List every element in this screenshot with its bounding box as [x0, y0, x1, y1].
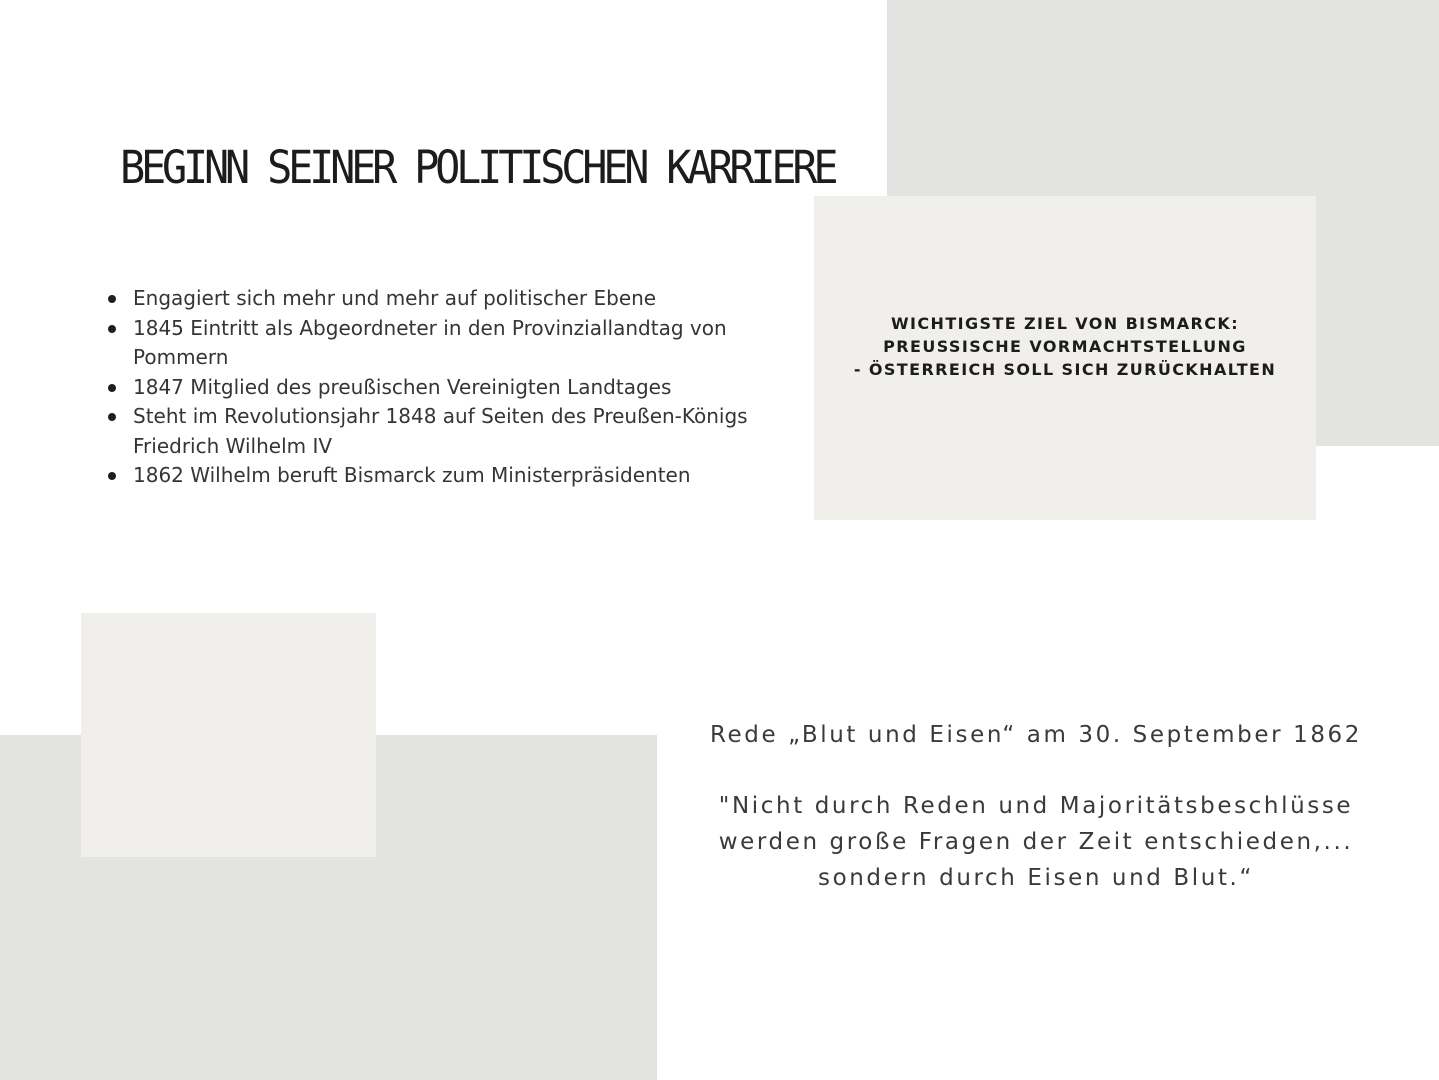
goal-line: - ÖSTERREICH SOLL SICH ZURÜCKHALTEN: [853, 360, 1277, 379]
page-title: BEGINN SEINER POLITISCHEN KARRIERE: [120, 141, 835, 194]
decorative-light-card-bottom-left: [81, 613, 376, 857]
list-item: 1847 Mitglied des preußischen Vereinigten Landtages: [106, 373, 766, 403]
speech-quote: [676, 788, 1396, 896]
goal-line: WICHTIGSTE ZIEL VON BISMARCK:: [890, 314, 1240, 333]
goal-line: PREUSSISCHE VORMACHTSTELLUNG: [883, 337, 1247, 356]
list-item: 1862 Wilhelm beruft Bismarck zum Ministerpräsidenten: [106, 461, 766, 491]
speech-heading: Rede „Blut und Eisen“ am 30. September 1862: [709, 722, 1363, 748]
quote-line: "Nicht durch Reden und Majoritätsbeschlüsse: [718, 793, 1354, 819]
speech-section: [676, 717, 1396, 896]
goal-text: [814, 312, 1316, 381]
list-item: 1845 Eintritt als Abgeordneter in den Provinziallandtag von Pommern: [106, 314, 766, 373]
list-item: Engagiert sich mehr und mehr auf politischer Ebene: [106, 284, 766, 314]
quote-line: werden große Fragen der Zeit entschieden,...: [718, 829, 1354, 855]
list-item: Steht im Revolutionsjahr 1848 auf Seiten des Preußen-Königs Friedrich Wilhelm IV: [106, 402, 766, 461]
career-bullet-list: [106, 284, 766, 491]
quote-line: sondern durch Eisen und Blut.“: [818, 865, 1254, 891]
